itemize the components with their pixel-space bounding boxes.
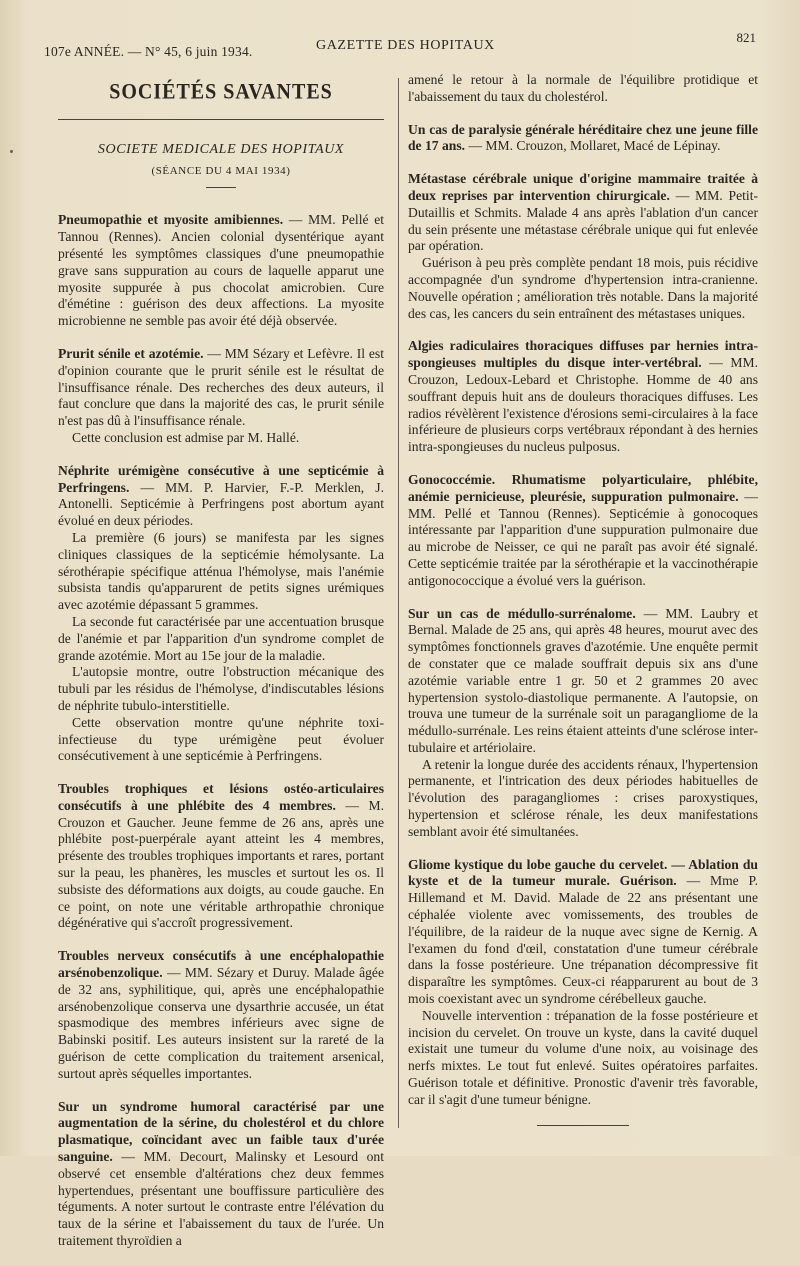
article-paragraph [408,255,758,322]
article-entry [58,1099,384,1250]
article-paragraph [408,338,758,456]
article-paragraph [58,948,384,1082]
article-entry [58,212,384,330]
article-paragraph [58,614,384,664]
article-paragraph [58,715,384,765]
journal-title: GAZETTE DES HOPITAUX [316,38,495,53]
page-number: 821 [736,30,756,45]
article-heading: Pneumopathie et myosite amibiennes. [58,212,284,228]
column-divider [398,78,399,1128]
article-paragraph [58,463,384,530]
society-title: SOCIETE MEDICALE DES HOPITAUX [97,141,345,157]
left-column [58,80,384,1266]
article-paragraph [58,212,384,330]
article-text: Guérison à peu près complète pendant 18 mois, puis récidive accompagnée d'un syndrome d'hypertension intra-cranienne. Nouvelle opération ; amélioration très notable. Dans la majorité des cas, les cancers du sein entraînent des métastases uniques. [408,255,758,321]
article-paragraph [408,171,758,255]
article-paragraph [58,1099,384,1250]
page-header [44,30,756,60]
article-text: — MM Sézary et Lefèvre. Il est d'opinion courante que le prurit sénile est le résultat de l'insuffisance rénale. Des recherches des deux auteurs, il faut conclure que dans la majorité des cas, le prurit sénile n'est pas dû à l'insuffisance rénale. [58,345,384,429]
right-entries [408,72,758,1109]
article-text: A retenir la longue durée des accidents rénaux, l'hypertension permanente, et l'intrication des deux périodes habituelles de l'évolution des paragangliomes : crises paroxystiques, hypertension et sclérose rénale, les deux manifestations semblant avoir été simultanées. [408,756,758,839]
article-entry [408,338,758,456]
article-heading: Un cas de paralysie générale héréditaire chez une jeune fille de 17 ans. [408,121,758,154]
article-heading: Troubles trophiques et lésions ostéo-articulaires consécutifs à une phlébite des 4 membres. [58,781,384,813]
article-text: — MM. P. Harvier, F.-P. Merklen, J. Antonelli. Septicémie à Perfringens post abortum ayant évolué en deux périodes. [58,479,384,529]
article-text: amené le retour à la normale de l'équilibre protidique et l'abaissement du taux du cholestérol. [408,72,758,104]
article-paragraph [408,472,758,590]
article-text: La seconde fut caractérisée par une accentuation brusque de l'anémie et par l'apparition d'un syndrome complet de grande azotémie. Mort au 15e jour de la maladie. [58,613,384,663]
article-paragraph [408,857,758,1008]
article-paragraph [408,606,758,757]
article-heading: Sur un cas de médullo-surrénalome. [408,605,636,621]
article-text: — M. Crouzon et Gaucher. Jeune femme de 26 ans, après une phlébite post-puerpérale ayant atteint les 4 membres, présente des troubles trophiques importants et rares, portant sur la peau, les phanères, les muscles et surtout les os. Il subsiste des déformations aux doigts, au coude gauche. En ce point, on note une véritable arthropathie chronique dégénérative qui s'accroît progressivement. [58,797,385,931]
article-text: La première (6 jours) se manifesta par les signes cliniques classiques de la septicémie hémolysante. La sérothérapie spécifique atténua l'hémolyse, mais l'anémie subsista tandis qu'apparurent de petits signes urémiques avec azotémie dépassant 5 grammes. [58,529,384,613]
article-paragraph [408,1008,758,1109]
article-text: Nouvelle intervention : trépanation de la fosse postérieure et incision du cervelet. On trouve un kyste, dans la cavité duquel existait une tumeur du volume d'une noix, au voisinage des nerfs mixtes. Le tout fut enlevé. Suites opératoires parfaites. Guérison totale et définitive. Pronostic d'avenir très favorable, car il s'agit d'une tumeur bénigne. [408,1007,758,1107]
article-text: Cette conclusion est admise par M. Hallé. [72,429,300,445]
article-entry [58,781,384,932]
article-heading: Métastase cérébrale unique d'origine mammaire traitée à deux reprises par intervention chirurgicale. [408,171,758,203]
article-paragraph [58,346,384,430]
article-text: — MM. Pellé et Tannou (Rennes). Ancien colonial dysentérique ayant présenté les symptômes classiques d'une pneumopathie grave sans suppuration au cours de laquelle apparut une myosite suppurée à pus chocolat amicrobien. Cure d'émétine : guérison des deux affections. La myosite microbienne ne semble pas avoir été déjà observée. [58,212,385,329]
article-heading: Sur un syndrome humoral caractérisé par une augmentation de la sérine, du cholestérol et du chlore plasmatique, coïncidant avec un faible taux d'urée sanguine. [58,1098,384,1165]
article-paragraph [58,664,384,714]
article-text: — MM. Laubry et Bernal. Malade de 25 ans, qui après 48 heures, mourut avec des symptômes fonctionnels graves d'azotémie. Une enquête permit de constater que ce malade souffrait depuis six ans d'une azotémie variable entre 1 gr. 50 et 2 grammes 20 avec hypertension systolo-diastolique permanente. A l'autopsie, on trouva une tumeur de la surrénale soit un paragangliome de la médullo-surrénale. Les reins étaient atteints d'une sclérose inter-tubulaire et artériolaire. [408,605,758,755]
article-text: — Mme P. Hillemand et M. David. Malade de 22 ans présentant une céphalée violente avec vomissements, des troubles de l'équilibre, de la raideur de la nuque avec signe de Kernig. A l'examen du fond d'œil, constatation d'une tumeur cérébrale dans la fosse postérieure. Une trépanation décompressive fit disparaître les symptômes. Ceux-ci réapparurent au bout de 3 mois coexistant avec un syndrome cérébelleux gauche. [408,873,758,1007]
article-entry [408,472,758,590]
article-heading: Gliome kystique du lobe gauche du cervelet. — Ablation du kyste et de la tumeur murale. Guérison. [408,856,758,889]
issue-line: 107e ANNÉE. — N° 45, 6 juin 1934. [44,44,253,59]
title-rule [58,119,384,120]
binding-hole [10,150,13,153]
session-date: (SÉANCE DU 4 MAI 1934) [151,164,291,177]
article-heading: Algies radiculaires thoraciques diffuses par hernies intra-spongieuses multiples du disque inter-vertébral. [408,338,758,371]
article-heading: Néphrite urémigène consécutive à une septicémie à Perfringens. [58,462,384,495]
article-entry [58,346,384,447]
article-text: L'autopsie montre, outre l'obstruction mécanique des tubuli par les résidus de l'hémolyse, d'indiscutables lésions de néphrite tubulo-interstitielle. [58,664,384,713]
article-paragraph [408,122,758,156]
article-paragraph [408,757,758,841]
article-text: — MM. Crouzon, Mollaret, Macé de Lépinay. [468,138,721,154]
left-entries [58,212,384,1249]
article-text: — MM. Petit-Dutaillis et Schmits. Malade 4 ans après l'ablation d'un cancer du sein présente une métastase cérébrale unique qui fut enlevée par opération. [408,187,758,254]
article-text: — MM. Decourt, Malinsky et Lesourd ont observé cet ensemble d'altérations chez deux femmes hypertendues, présentant une bouffissure particulière des téguments. A noter surtout le contraste entre l'élévation du taux de la sérine et l'abaissement du taux de l'urée. Un traitement thyroïdien a [58,1149,384,1249]
right-column [408,72,758,1126]
article-entry [58,948,384,1082]
article-entry [408,171,758,322]
section-title: SOCIÉTÉS SAVANTES [109,79,333,105]
article-entry [408,606,758,841]
article-heading: Troubles nerveux consécutifs à une encéphalopathie arsénobenzolique. [58,948,384,981]
article-entry [58,463,384,765]
article-text: — MM. Sézary et Duruy. Malade âgée de 32 ans, syphilitique, qui, après une encéphalopathie arsénobenzolique conserva une dysarthrie accusée, un état spasmodique des membres inférieurs avec signe de Babinski positif. Les auteurs insistent sur la rareté de la guérison de cette complication du traitement arsenical, surtout après séquelles importantes. [58,965,384,1081]
article-paragraph [58,530,384,614]
article-text: — MM. Pellé et Tannou (Rennes). Septicémie à gonocoques intéressante par l'apparition d'une suppuration pulmonaire due au microbe de Neisser, ce qui ne paraît pas avoir été signalé. Cette septicémie traitée par la sérothérapie et la vaccinothérapie antigonococcique a évolué vers la guérison. [408,488,758,588]
article-paragraph [58,781,384,932]
article-paragraph [58,430,384,447]
article-heading: Gonococcémie. Rhumatisme polyarticulaire, phlébite, anémie pernicieuse, pleurésie, suppuration pulmonaire. [408,471,758,504]
end-rule [537,1125,629,1126]
article-text: Cette observation montre qu'une néphrite toxi-infectieuse du type urémigène peut évoluer consécutivement à une septicémie à Perfringens. [58,714,384,764]
article-entry [408,122,758,156]
short-rule [206,187,236,188]
article-entry [408,857,758,1109]
article-text: — MM. Crouzon, Ledoux-Lebard et Christophe. Homme de 40 ans souffrant depuis huit ans de douleurs thoraciques diffuses. Les radios révèlèrent l'existence d'érosions semi-circulaires à la face inférieure de plusieurs corps vertébraux répondant à des hernies intra-spongieuses du nucleus pulposus. [408,355,758,455]
article-paragraph [408,72,758,106]
article-heading: Prurit sénile et azotémie. [58,345,204,361]
article-entry [408,72,758,106]
